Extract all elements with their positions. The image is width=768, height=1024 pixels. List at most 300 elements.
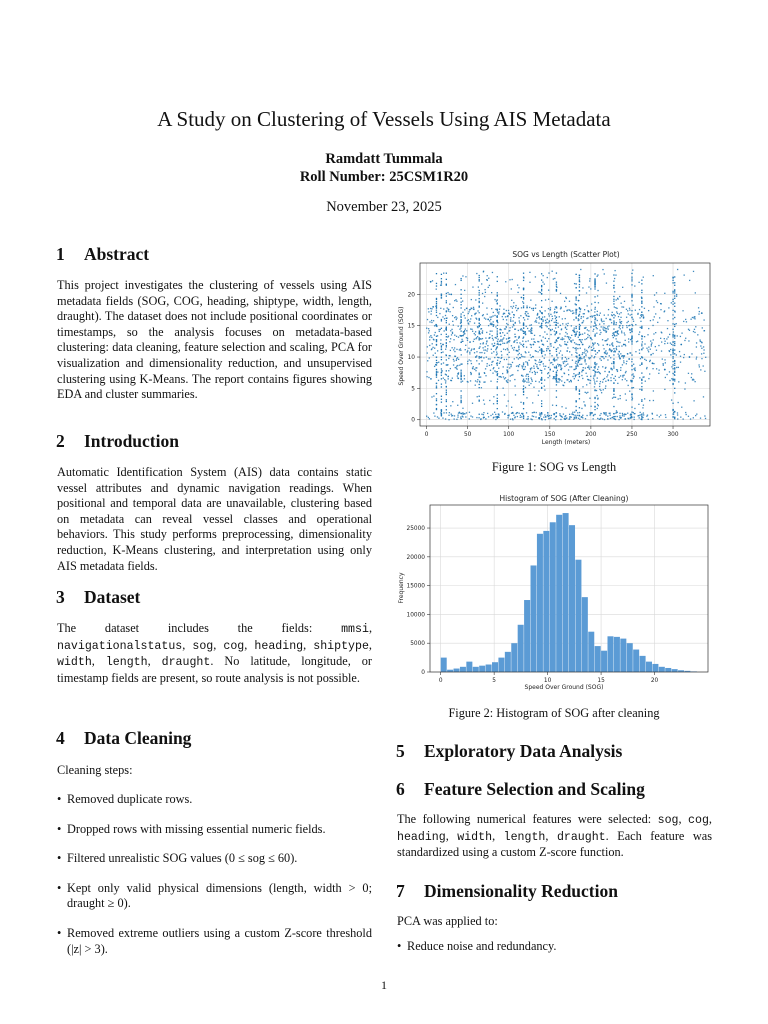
scatter-point	[556, 340, 557, 341]
scatter-point	[479, 357, 480, 358]
scatter-point	[443, 412, 444, 413]
scatter-point	[631, 396, 632, 397]
scatter-point	[443, 273, 444, 274]
scatter-point	[506, 359, 507, 360]
scatter-point	[503, 309, 504, 310]
scatter-point	[497, 281, 498, 282]
scatter-point	[429, 336, 430, 337]
scatter-point	[519, 357, 520, 358]
scatter-point	[539, 414, 540, 415]
scatter-point	[699, 311, 700, 312]
scatter-point	[560, 339, 561, 340]
scatter-point	[460, 416, 461, 417]
page-number: 1	[381, 978, 387, 992]
scatter-point	[467, 361, 468, 362]
scatter-point	[478, 286, 479, 287]
scatter-point	[432, 343, 433, 344]
scatter-point	[451, 414, 452, 415]
scatter-point	[435, 332, 436, 333]
scatter-point	[620, 370, 621, 371]
scatter-point	[471, 307, 472, 308]
scatter-point	[654, 294, 655, 295]
dimred-lead: PCA was applied to:	[397, 914, 498, 928]
scatter-point	[644, 336, 645, 337]
scatter-point	[446, 336, 447, 337]
scatter-point	[591, 347, 592, 348]
scatter-point	[571, 413, 572, 414]
scatter-point	[597, 274, 598, 275]
scatter-point	[521, 354, 522, 355]
scatter-point	[567, 325, 568, 326]
scatter-point	[437, 371, 438, 372]
scatter-point	[640, 412, 641, 413]
scatter-point	[475, 334, 476, 335]
scatter-point	[587, 379, 588, 380]
scatter-point	[560, 325, 561, 326]
scatter-point	[647, 334, 648, 335]
scatter-point	[522, 366, 523, 367]
scatter-point	[580, 334, 581, 335]
scatter-point	[490, 323, 491, 324]
scatter-point	[532, 372, 533, 373]
scatter-point	[535, 416, 536, 417]
scatter-point	[446, 345, 447, 346]
scatter-point	[495, 349, 496, 350]
scatter-point	[674, 411, 675, 412]
scatter-point	[559, 344, 560, 345]
scatter-point	[653, 390, 654, 391]
sog-vs-length-scatter-chart	[396, 246, 712, 448]
scatter-point	[579, 324, 580, 325]
scatter-point	[428, 417, 429, 418]
scatter-point	[621, 331, 622, 332]
scatter-point	[460, 363, 461, 364]
scatter-point	[511, 288, 512, 289]
scatter-point	[597, 343, 598, 344]
scatter-point	[623, 362, 624, 363]
scatter-point	[530, 344, 531, 345]
scatter-point	[504, 413, 505, 414]
scatter-point	[574, 412, 575, 413]
scatter-point	[539, 347, 540, 348]
scatter-point	[503, 319, 504, 320]
scatter-point	[436, 362, 437, 363]
scatter-point	[497, 417, 498, 418]
histogram-bar	[627, 643, 633, 672]
scatter-point	[441, 320, 442, 321]
scatter-point	[575, 298, 576, 299]
scatter-point	[472, 368, 473, 369]
scatter-point	[669, 380, 670, 381]
scatter-point	[495, 337, 496, 338]
scatter-point	[527, 362, 528, 363]
scatter-point	[477, 396, 478, 397]
scatter-point	[483, 350, 484, 351]
scatter-point	[528, 381, 529, 382]
scatter-point	[631, 414, 632, 415]
scatter-point	[631, 406, 632, 407]
dataset-lead: The dataset includes the fields:	[57, 621, 313, 635]
scatter-point	[667, 328, 668, 329]
scatter-point	[610, 418, 611, 419]
scatter-point	[642, 407, 643, 408]
scatter-point	[524, 369, 525, 370]
scatter-point	[677, 335, 678, 336]
scatter-point	[494, 345, 495, 346]
scatter-point	[547, 415, 548, 416]
scatter-point	[683, 357, 684, 358]
scatter-point	[568, 374, 569, 375]
scatter-point	[474, 369, 475, 370]
scatter-point	[479, 346, 480, 347]
scatter-point	[544, 414, 545, 415]
scatter-point	[587, 367, 588, 368]
scatter-point	[471, 329, 472, 330]
scatter-point	[451, 334, 452, 335]
scatter-point	[510, 317, 511, 318]
scatter-point	[525, 334, 526, 335]
scatter-point	[433, 355, 434, 356]
scatter-point	[523, 333, 524, 334]
scatter-point	[672, 334, 673, 335]
scatter-point	[487, 280, 488, 281]
scatter-point	[516, 357, 517, 358]
scatter-point	[528, 360, 529, 361]
histogram-bar	[473, 667, 479, 672]
scatter-point	[549, 325, 550, 326]
scatter-point	[627, 413, 628, 414]
scatter-point	[613, 320, 614, 321]
scatter-point	[672, 341, 673, 342]
scatter-point	[586, 318, 587, 319]
scatter-point	[440, 343, 441, 344]
scatter-point	[452, 315, 453, 316]
scatter-point	[608, 309, 609, 310]
scatter-point	[674, 337, 675, 338]
scatter-point	[656, 368, 657, 369]
scatter-point	[598, 366, 599, 367]
scatter-point	[635, 351, 636, 352]
scatter-point	[426, 371, 427, 372]
scatter-point	[562, 337, 563, 338]
scatter-point	[436, 301, 437, 302]
scatter-point	[559, 413, 560, 414]
scatter-point	[491, 308, 492, 309]
scatter-point	[631, 365, 632, 366]
scatter-point	[525, 361, 526, 362]
scatter-point	[579, 360, 580, 361]
scatter-point	[503, 313, 504, 314]
scatter-point	[508, 364, 509, 365]
scatter-point	[535, 308, 536, 309]
scatter-point	[574, 327, 575, 328]
scatter-point	[575, 410, 576, 411]
scatter-point	[487, 314, 488, 315]
scatter-point	[695, 326, 696, 327]
scatter-point	[513, 302, 514, 303]
scatter-point	[437, 317, 438, 318]
scatter-point	[643, 405, 644, 406]
scatter-point	[601, 360, 602, 361]
scatter-point	[624, 332, 625, 333]
scatter-point	[476, 417, 477, 418]
scatter-point	[601, 320, 602, 321]
scatter-point	[497, 321, 498, 322]
scatter-point	[497, 334, 498, 335]
scatter-point	[613, 354, 614, 355]
scatter-point	[575, 287, 576, 288]
scatter-point	[428, 377, 429, 378]
scatter-point	[465, 317, 466, 318]
scatter-point	[532, 415, 533, 416]
scatter-point	[590, 406, 591, 407]
scatter-point	[684, 388, 685, 389]
scatter-point	[672, 323, 673, 324]
scatter-point	[597, 369, 598, 370]
scatter-point	[571, 366, 572, 367]
y-tick-label: 0	[421, 670, 425, 676]
scatter-point	[603, 412, 604, 413]
scatter-point	[531, 379, 532, 380]
scatter-point	[674, 353, 675, 354]
scatter-point	[637, 314, 638, 315]
scatter-point	[600, 332, 601, 333]
scatter-point	[462, 300, 463, 301]
scatter-point	[572, 339, 573, 340]
scatter-point	[497, 336, 498, 337]
scatter-point	[457, 415, 458, 416]
scatter-point	[545, 416, 546, 417]
scatter-point	[507, 354, 508, 355]
scatter-point	[618, 346, 619, 347]
scatter-point	[430, 378, 431, 379]
scatter-point	[631, 277, 632, 278]
scatter-point	[694, 318, 695, 319]
scatter-point	[530, 354, 531, 355]
scatter-point	[489, 317, 490, 318]
scatter-point	[460, 350, 461, 351]
scatter-point	[685, 382, 686, 383]
scatter-point	[510, 380, 511, 381]
scatter-point	[436, 315, 437, 316]
scatter-point	[485, 375, 486, 376]
scatter-point	[664, 343, 665, 344]
scatter-point	[681, 407, 682, 408]
scatter-point	[551, 301, 552, 302]
scatter-point	[673, 331, 674, 332]
scatter-point	[592, 412, 593, 413]
scatter-point	[606, 318, 607, 319]
scatter-point	[495, 326, 496, 327]
scatter-point	[515, 323, 516, 324]
scatter-point	[456, 369, 457, 370]
scatter-point	[600, 381, 601, 382]
scatter-point	[502, 316, 503, 317]
scatter-point	[541, 412, 542, 413]
scatter-point	[533, 308, 534, 309]
scatter-point	[654, 316, 655, 317]
scatter-point	[500, 336, 501, 337]
scatter-point	[572, 330, 573, 331]
scatter-point	[492, 372, 493, 373]
scatter-point	[650, 340, 651, 341]
scatter-point	[594, 296, 595, 297]
scatter-point	[564, 344, 565, 345]
scatter-point	[469, 418, 470, 419]
scatter-point	[567, 347, 568, 348]
scatter-point	[588, 286, 589, 287]
scatter-point	[434, 348, 435, 349]
scatter-point	[594, 414, 595, 415]
scatter-point	[559, 333, 560, 334]
scatter-point	[523, 362, 524, 363]
scatter-point	[521, 356, 522, 357]
scatter-point	[556, 380, 557, 381]
scatter-point	[479, 377, 480, 378]
scatter-point	[672, 335, 673, 336]
scatter-point	[558, 365, 559, 366]
scatter-point	[703, 349, 704, 350]
y-tick-label: 10000	[406, 612, 425, 619]
scatter-point	[490, 331, 491, 332]
scatter-point	[605, 385, 606, 386]
scatter-point	[539, 418, 540, 419]
scatter-point	[575, 362, 576, 363]
scatter-point	[444, 330, 445, 331]
histogram-bar	[498, 658, 504, 672]
scatter-point	[478, 417, 479, 418]
scatter-point	[593, 378, 594, 379]
scatter-point	[605, 356, 606, 357]
scatter-point	[594, 366, 595, 367]
scatter-point	[594, 325, 595, 326]
scatter-point	[527, 416, 528, 417]
scatter-point	[652, 413, 653, 414]
scatter-point	[533, 310, 534, 311]
scatter-point	[548, 272, 549, 273]
scatter-point	[446, 399, 447, 400]
scatter-point	[485, 337, 486, 338]
scatter-point	[541, 378, 542, 379]
scatter-point	[556, 381, 557, 382]
scatter-point	[545, 419, 546, 420]
scatter-point	[449, 304, 450, 305]
scatter-point	[567, 350, 568, 351]
scatter-point	[664, 310, 665, 311]
scatter-point	[446, 409, 447, 410]
scatter-point	[523, 336, 524, 337]
scatter-point	[523, 418, 524, 419]
scatter-point	[593, 348, 594, 349]
scatter-point	[606, 376, 607, 377]
scatter-point	[447, 376, 448, 377]
scatter-point	[584, 349, 585, 350]
scatter-point	[429, 339, 430, 340]
scatter-point	[486, 350, 487, 351]
scatter-point	[592, 330, 593, 331]
scatter-point	[463, 335, 464, 336]
scatter-point	[624, 334, 625, 335]
scatter-point	[631, 314, 632, 315]
scatter-point	[497, 310, 498, 311]
scatter-point	[579, 333, 580, 334]
scatter-point	[460, 317, 461, 318]
introduction-text: Automatic Identification System (AIS) data contains static vessel attributes and dynamic navigation readings. When positional and temporal data are unavailable, clustering based on metadata can reveal vessel classes and operational behaviors. This study performs preprocessing, dimensionality reduction, K-Means clustering, and interpretation using only AIS metadata fields.	[57, 465, 372, 573]
scatter-point	[446, 273, 447, 274]
scatter-point	[510, 419, 511, 420]
scatter-point	[641, 280, 642, 281]
scatter-point	[541, 348, 542, 349]
scatter-point	[594, 317, 595, 318]
scatter-point	[577, 374, 578, 375]
scatter-point	[441, 278, 442, 279]
scatter-point	[571, 417, 572, 418]
scatter-point	[656, 415, 657, 416]
scatter-point	[561, 376, 562, 377]
scatter-point	[639, 377, 640, 378]
histogram-bar	[518, 625, 524, 672]
scatter-point	[603, 389, 604, 390]
scatter-point	[485, 349, 486, 350]
scatter-point	[643, 414, 644, 415]
scatter-point	[618, 419, 619, 420]
scatter-point	[610, 377, 611, 378]
scatter-point	[579, 407, 580, 408]
scatter-point	[429, 321, 430, 322]
scatter-point	[522, 356, 523, 357]
scatter-point	[535, 381, 536, 382]
scatter-point	[602, 418, 603, 419]
scatter-point	[503, 376, 504, 377]
scatter-point	[672, 358, 673, 359]
scatter-point	[522, 338, 523, 339]
scatter-point	[450, 293, 452, 295]
scatter-point	[461, 339, 462, 340]
scatter-point	[541, 413, 542, 414]
scatter-point	[473, 308, 474, 309]
scatter-point	[438, 362, 439, 363]
scatter-point	[492, 335, 493, 336]
scatter-point	[579, 389, 580, 390]
scatter-point	[594, 357, 595, 358]
scatter-point	[556, 416, 557, 417]
scatter-point	[476, 360, 477, 361]
scatter-point	[467, 351, 468, 352]
scatter-point	[460, 379, 461, 380]
scatter-point	[623, 360, 624, 361]
scatter-point	[588, 367, 589, 368]
scatter-point	[633, 375, 634, 376]
scatter-point	[672, 379, 673, 380]
scatter-point	[581, 408, 582, 409]
scatter-point	[443, 377, 444, 378]
scatter-point	[488, 278, 489, 279]
scatter-point	[494, 299, 495, 300]
scatter-point	[559, 352, 560, 353]
scatter-point	[522, 413, 523, 414]
scatter-point	[556, 325, 557, 326]
scatter-point	[490, 370, 491, 371]
scatter-point	[465, 416, 466, 417]
scatter-point	[600, 413, 601, 414]
scatter-point	[488, 358, 489, 359]
scatter-point	[539, 335, 540, 336]
scatter-point	[556, 365, 557, 366]
scatter-point	[498, 313, 499, 314]
scatter-point	[548, 313, 549, 314]
scatter-point	[548, 308, 549, 309]
scatter-point	[505, 377, 506, 378]
